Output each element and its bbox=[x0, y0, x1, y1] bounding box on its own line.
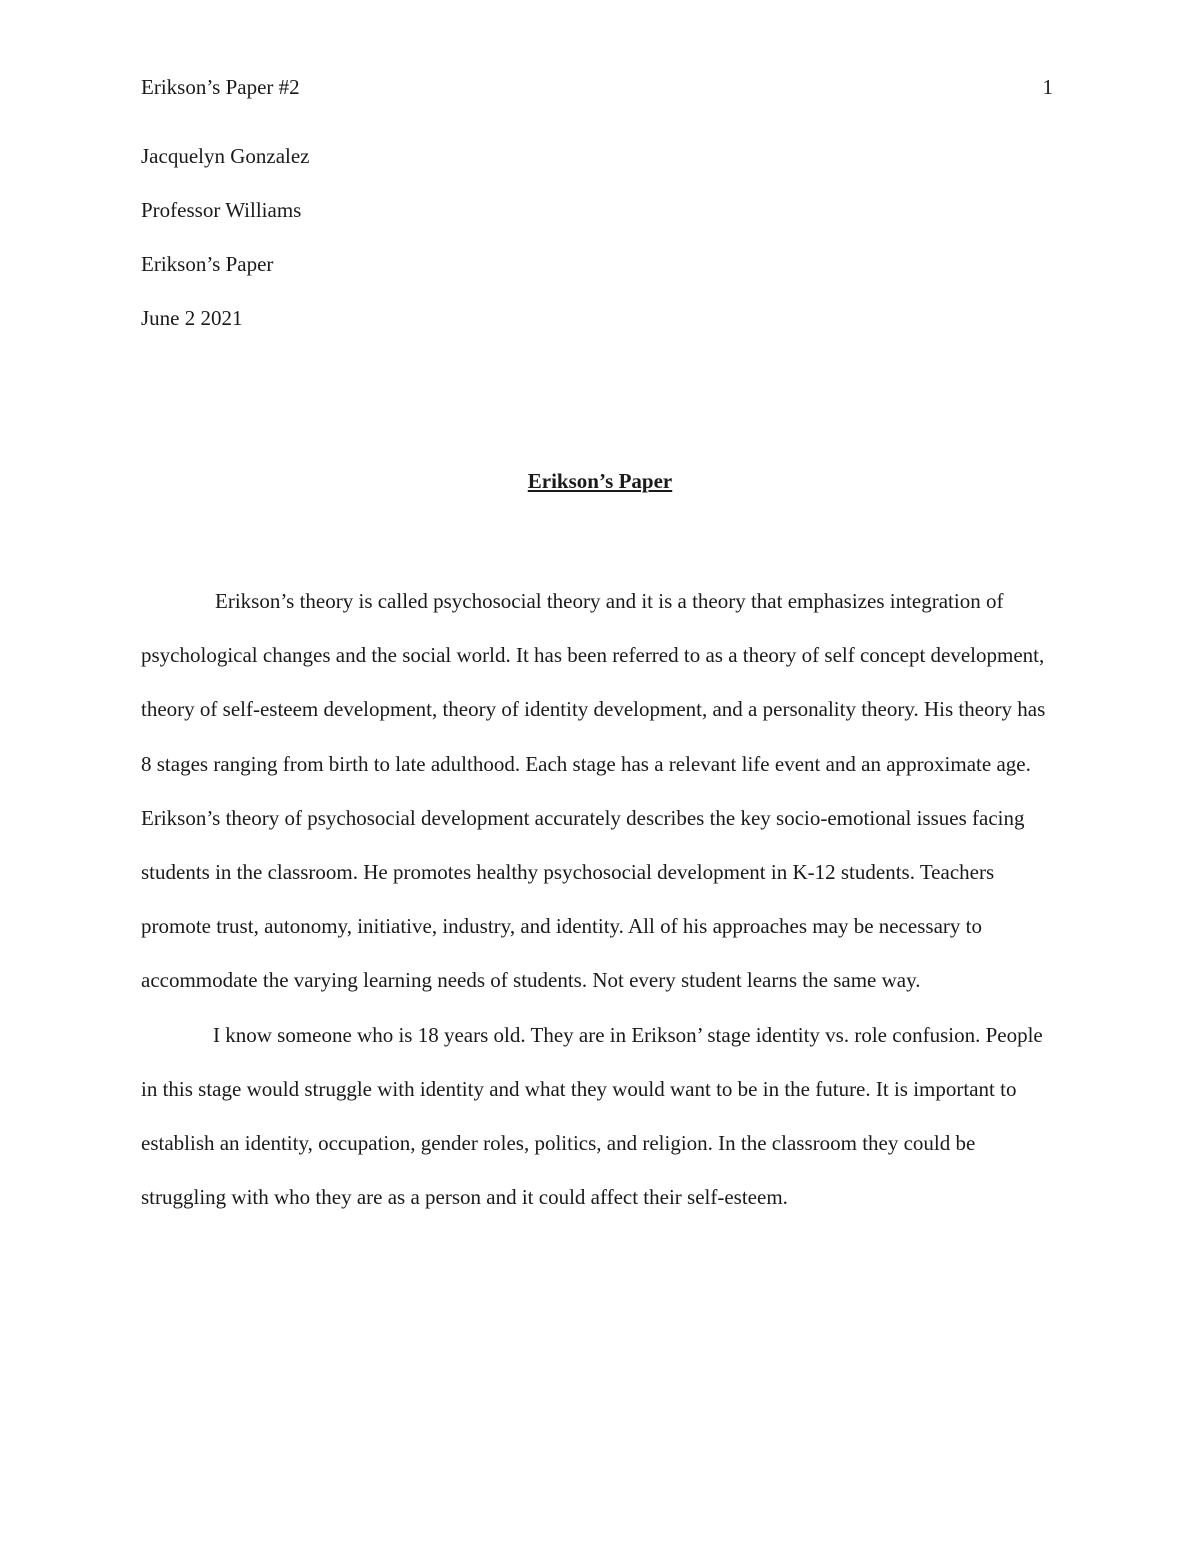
running-head bbox=[141, 72, 1053, 102]
paragraph: I know someone who is 18 years old. They are in Erikson’ stage identity vs. role confusion. People in this stage would struggle with identity and what they would want to be in the future. It is important to establish an identity, occupation, gender roles, politics, and religion. In the classroom they could be struggling with who they are as a person and it could affect their self-esteem. bbox=[141, 1022, 1043, 1210]
running-head-title: Erikson’s Paper #2 bbox=[141, 75, 300, 99]
course-name: Erikson’s Paper bbox=[141, 252, 274, 276]
author-name: Jacquelyn Gonzalez bbox=[141, 144, 310, 168]
page-number: 1 bbox=[1042, 75, 1053, 99]
paragraph: Erikson’s theory is called psychosocial theory and it is a theory that emphasizes integration of psychological changes and the social world. It has been referred to as a theory of self concept development, theory of self-esteem development, theory of identity development, and a personality theory. His theory has 8 stages ranging from birth to late adulthood. Each stage has a relevant life event and an approximate age. Erikson’s theory of psychosocial development accurately describes the key socio-emotional issues facing students in the classroom. He promotes healthy psychosocial development in K-12 students. Teachers promote trust, autonomy, initiative, industry, and identity. All of his approaches may be necessary to accommodate the varying learning needs of students. Not every student learns the same way. bbox=[141, 589, 1046, 993]
instructor-name: Professor Williams bbox=[141, 198, 302, 222]
date: June 2 2021 bbox=[141, 306, 243, 330]
body-text bbox=[141, 574, 1059, 1224]
heading-block bbox=[141, 141, 310, 357]
paper-title: Erikson’s Paper bbox=[527, 469, 673, 493]
